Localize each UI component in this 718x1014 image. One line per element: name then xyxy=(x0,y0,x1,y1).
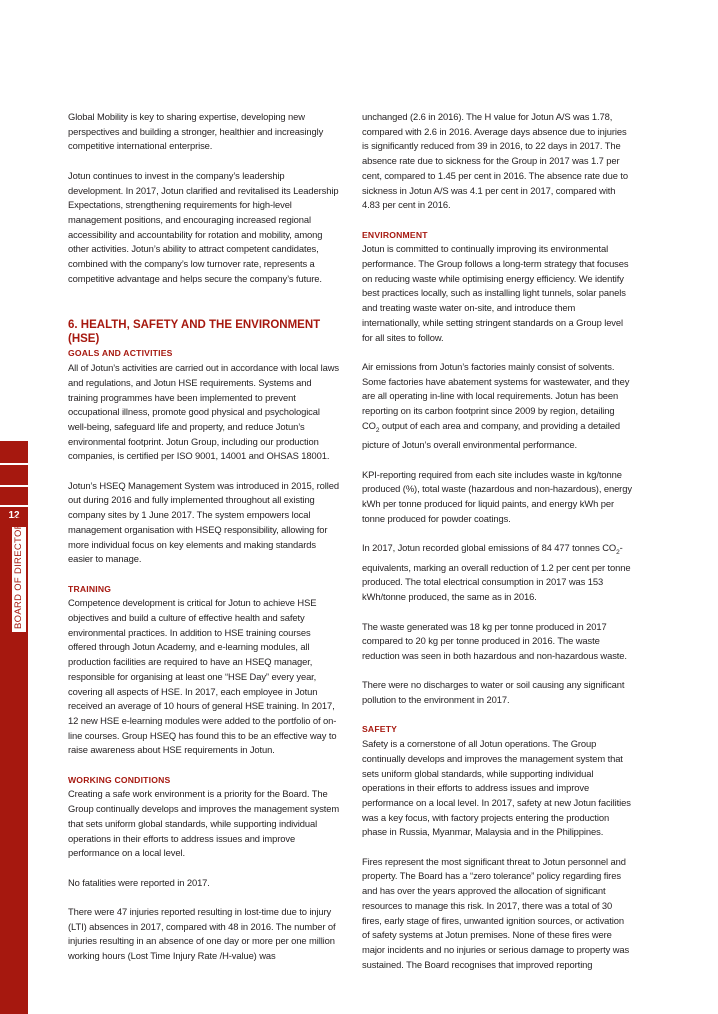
paragraph: No fatalities were reported in 2017. xyxy=(68,876,210,888)
right-column xyxy=(362,110,634,972)
text-run: -equivalents, marking an overall reduction of 1.2 per cent per tonne produced. The total electrical consumption in 2017 was 153 kWh/tonne produced, the same as in 2016. xyxy=(362,542,631,603)
section-tab xyxy=(0,487,28,505)
paragraph: There were no discharges to water or soil causing any significant pollution to the environment in 2017. xyxy=(362,679,625,706)
section-label: BOARD OF DIRECTORS xyxy=(12,527,26,632)
section-tab xyxy=(0,465,28,485)
section-tab xyxy=(0,441,28,463)
subheading-goals: GOALS AND ACTIVITIES xyxy=(68,348,173,359)
subscript: 2 xyxy=(375,426,380,434)
subheading-safety: SAFETY xyxy=(362,724,398,735)
paragraph: Creating a safe work environment is a priority for the Board. The Group continually develops and improves the management system that sets uniform global standards, while supporting individual operations in their efforts to address issues and improve performance on a local level. xyxy=(68,788,340,859)
paragraph: Competence development is critical for Jotun to achieve HSE objectives and build a culture of effective health and safety environmental practices. In addition to HSE training courses offered through Jotun Academy, and e-learning modules, all production facilities are required to have an HSEQ manager, responsible for organising at least one “HSE Day” every year, covering all aspects of HSE. In 2017, each employee in Jotun received an average of 10 hours of general HSE training. In 2017, 12 new HSE e-learning modules were added to the portfolio of on-line courses. Group HSEQ has found this to be an effective way to raise awareness about HSE requirements in Jotun. xyxy=(68,597,337,756)
paragraph xyxy=(362,541,634,605)
section-title: 6. HEALTH, SAFETY AND THE ENVIRONMENT (HSE) xyxy=(68,319,321,346)
section-label-container xyxy=(12,515,26,632)
paragraph: Safety is a cornerstone of all Jotun operations. The Group continually develops and improves the management system that sets uniform global standards, while supporting individual operations in their efforts to address issues and improve performance on a local level. In 2017, safety at new Jotun facilities was a key focus, with factory projects entering the production phase in Russia, Myanmar, Malaysia and in the Philippines. xyxy=(362,738,631,838)
paragraph xyxy=(362,360,634,453)
paragraph: KPI-reporting required from each site includes waste in kg/tonne produced (%), total waste (hazardous and non-hazardous), energy kWh per tonne produced for liquid paints, and energy kWh per tonne produced for powder coatings. xyxy=(362,468,632,524)
paragraph: Jotun continues to invest in the company’s leadership development. In 2017, Jotun clarified and revitalised its Leadership Expectations, strengthening requirements for high-level management positions, and encouraging increased regional accessibility and accountability for rotation and mobility, among other activities. Jotun’s ability to attract competent candidates, combined with the company’s low turnover rate, represents a competitive advantage and helps secure the company’s future. xyxy=(68,169,339,284)
paragraph: Jotun is committed to continually improving its environmental performance. The Group follows a long-term strategy that focuses on reducing waste while optimising energy efficiency. We identify best practices locally, such as installing light tunnels, solar panels and treating waste water on-site, and introduce them internationally, while setting stringent standards on a Group level for all sites to follow. xyxy=(362,243,629,343)
subheading-working-conditions: WORKING CONDITIONS xyxy=(68,774,171,785)
paragraph: unchanged (2.6 in 2016). The H value for Jotun A/S was 1.78, compared with 2.6 in 2016. Average days absence due to injuries is significantly reduced from 39 in 2016, to 22 days in 2017. The absence rate due to sickness for the Group in 2017 was 1.7 per cent, compared to 1.45 per cent in 2016. The absence rate due to sickness in Jotun A/S was 4.1 per cent in 2017, compared with 4.83 per cent in 2016. xyxy=(362,111,629,211)
subheading-training: TRAINING xyxy=(68,583,112,594)
paragraph: There were 47 injuries reported resulting in lost-time due to injury (LTI) absences in 2017, compared with 48 in 2016. The number of injuries resulting in an absence of one day or more per one million working hours (Lost Time Injury Rate /H-value) was xyxy=(68,906,336,962)
paragraph: The waste generated was 18 kg per tonne produced in 2017 compared to 20 kg per tonne produced in 2016. The waste reduction was seen in both hazardous and non-hazardous waste. xyxy=(362,620,627,661)
subscript: 2 xyxy=(616,549,620,557)
subheading-environment: ENVIRONMENT xyxy=(362,229,428,240)
paragraph: All of Jotun’s activities are carried out in accordance with local laws and regulations, and Jotun HSE requirements. Systems and training programmes have been implemented to prevent occupational illness, promote good physical and psychological well-being, safeguard life and property, and reduce Jotun’s environmental footprint. Jotun Group, including our production companies, is certified per ISO 9001, 14001 and OHSAS 18001. xyxy=(68,362,339,462)
page-number: 12 xyxy=(8,510,20,521)
text-run: In 2017, Jotun recorded global emissions of 84 477 tonnes CO xyxy=(362,542,617,554)
text-run: Air emissions from Jotun’s factories mainly consist of solvents. Some factories have abatement systems for wastewater, and they are all operating in-line with local requirements. Jotun has been reporting on its carbon footprint since 2009 by region, detailing CO xyxy=(362,360,630,431)
paragraph: Fires represent the most significant threat to Jotun personnel and property. The Board has a “zero tolerance” policy regarding fires and has over the years approved the allocation of significant resources to manage this risk. In 2017, there was a total of 30 fires, early stage of fires, unwanted ignition sources, or activation of safety systems at Jotun premises. None of these fires were major incidents and no injuries or serious damage to property was sustained. The Board recognises that improved reporting xyxy=(362,855,630,970)
paragraph: Jotun’s HSEQ Management System was introduced in 2015, rolled out during 2016 and fully implemented throughout all existing company sites by 1 June 2017. The system empowers local management organisation with HSEQ responsibility, allowing for more individual focus on key elements and making standards easier to manage. xyxy=(68,479,339,565)
left-column xyxy=(68,110,340,964)
paragraph: Global Mobility is key to sharing expertise, developing new perspectives and building a stronger, healthier and increasingly competitive international enterprise. xyxy=(68,111,324,152)
text-run: output of each area and company, and providing a detailed picture of Jotun’s overall environmental performance. xyxy=(362,419,620,451)
